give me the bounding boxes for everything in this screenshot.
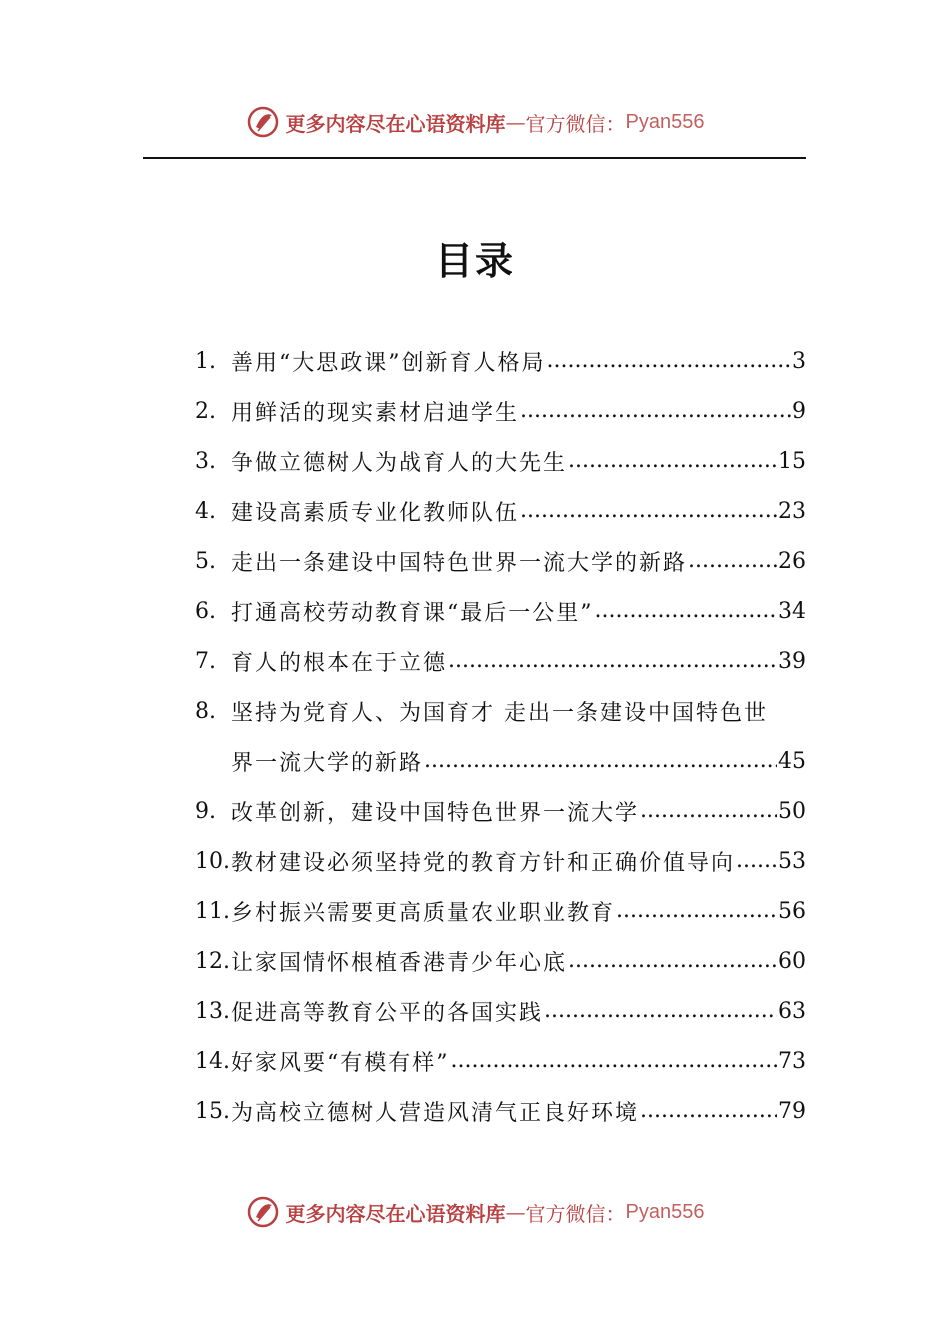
toc-entry-number: 1.	[195, 348, 216, 374]
toc-leader-dots	[520, 397, 791, 425]
toc-entry-page: 39	[778, 648, 806, 674]
toc-entry-page: 63	[778, 998, 806, 1024]
brand-logo-icon	[246, 1195, 280, 1229]
toc-entry[interactable]	[195, 1036, 806, 1086]
header-banner	[0, 102, 950, 142]
toc-entry-title: 教材建设必须坚持党的教育方针和正确价值导向	[231, 850, 736, 876]
toc-entry-page: 34	[778, 598, 806, 624]
toc-leader-dots	[451, 1047, 778, 1075]
toc-entry-number: 13.	[195, 998, 230, 1024]
toc-entry-number: 4.	[195, 498, 216, 524]
toc-leader-dots	[448, 647, 777, 675]
toc-entry-title: 建设高素质专业化教师队伍	[231, 500, 520, 526]
toc-entry-page: 26	[778, 548, 806, 574]
toc-leader-dots	[424, 747, 777, 775]
banner-wechat-label: 官方微信：	[525, 1201, 626, 1226]
banner-dash: —	[505, 110, 526, 134]
toc-leader-dots	[688, 547, 777, 575]
toc-entry-number: 14.	[195, 1048, 230, 1074]
toc-entry-page: 3	[792, 348, 806, 374]
toc-entry[interactable]	[195, 336, 806, 386]
toc-entry-number: 15.	[195, 1098, 230, 1124]
toc-entry-page: 73	[778, 1048, 806, 1074]
toc-entry[interactable]	[195, 536, 806, 586]
toc-entry-number: 9.	[195, 798, 216, 824]
toc-entry[interactable]	[195, 686, 806, 736]
toc-entry-title: 争做立德树人为战育人的大先生	[231, 450, 568, 476]
toc-entry-title: 走出一条建设中国特色世界一流大学的新路	[231, 550, 688, 576]
toc-entry[interactable]	[195, 836, 806, 886]
toc-entry[interactable]	[195, 436, 806, 486]
toc-entry-title: 为高校立德树人营造风清气正良好环境	[231, 1100, 640, 1126]
toc-entry-number: 10.	[195, 848, 230, 874]
toc-leader-dots	[736, 847, 777, 875]
toc-entry-title: 打通高校劳动教育课“最后一公里”	[231, 600, 594, 626]
toc-leader-dots	[595, 597, 778, 625]
toc-leader-dots	[616, 897, 777, 925]
banner-wechat-id: Pyan556	[625, 110, 705, 133]
toc-entry-title: 善用“大思政课”创新育人格局	[231, 350, 546, 376]
toc-entry-title-continued: 界一流大学的新路	[231, 750, 424, 776]
toc-entry-page: 50	[778, 798, 806, 824]
toc-entry-page: 23	[778, 498, 806, 524]
toc-entry-title: 用鲜活的现实素材启迪学生	[231, 400, 520, 426]
toc-entry[interactable]	[195, 936, 806, 986]
toc-entry[interactable]	[195, 1086, 806, 1136]
toc-leader-dots	[568, 447, 777, 475]
toc-entry-title: 育人的根本在于立德	[231, 650, 448, 676]
toc-entry-title: 让家国情怀根植香港青少年心底	[231, 950, 568, 976]
banner-wechat-id: Pyan556	[625, 1200, 705, 1223]
toc-entry-number: 5.	[195, 548, 216, 574]
toc-entry-title: 改革创新，建设中国特色世界一流大学	[231, 800, 640, 826]
toc-entry-number: 6.	[195, 598, 216, 624]
toc-entry-page: 79	[778, 1098, 806, 1124]
toc-entry-number: 3.	[195, 448, 216, 474]
toc-entry-title: 促进高等教育公平的各国实践	[231, 1000, 544, 1026]
toc-entry-page: 53	[778, 848, 806, 874]
toc-entry-title: 好家风要“有模有样”	[231, 1050, 450, 1076]
toc-entry-number: 7.	[195, 648, 216, 674]
banner-wechat-label: 官方微信：	[525, 111, 626, 136]
toc-entry[interactable]	[195, 636, 806, 686]
toc-entry-page: 60	[778, 948, 806, 974]
banner-brand-text: 更多内容尽在心语资料库	[285, 1201, 506, 1226]
toc-entry-page: 45	[778, 748, 806, 774]
toc-entry[interactable]	[195, 986, 806, 1036]
toc-entry-number: 12.	[195, 948, 230, 974]
page-title: 目录	[434, 238, 515, 283]
toc-entry-number: 11.	[195, 898, 230, 924]
toc-entry-title: 乡村振兴需要更高质量农业职业教育	[231, 900, 616, 926]
toc-entry[interactable]	[195, 486, 806, 536]
toc-entry[interactable]	[195, 886, 806, 936]
table-of-contents	[195, 336, 806, 1136]
toc-entry[interactable]	[195, 786, 806, 836]
banner-dash: —	[505, 1200, 526, 1224]
toc-leader-dots	[640, 1097, 777, 1125]
toc-leader-dots	[544, 997, 777, 1025]
toc-leader-dots	[547, 347, 792, 375]
brand-logo-icon	[246, 105, 280, 139]
toc-leader-dots	[520, 497, 777, 525]
toc-entry-page: 15	[778, 448, 806, 474]
toc-leader-dots	[640, 797, 777, 825]
toc-entry[interactable]	[195, 386, 806, 436]
toc-entry-number: 2.	[195, 398, 216, 424]
header-rule	[143, 157, 806, 159]
toc-entry[interactable]	[195, 586, 806, 636]
footer-banner	[0, 1192, 950, 1232]
banner-brand-text: 更多内容尽在心语资料库	[285, 111, 506, 136]
toc-entry-number: 8.	[195, 698, 216, 724]
toc-entry-title: 坚持为党育人、为国育才 走出一条建设中国特色世	[231, 700, 768, 726]
toc-entry-page: 9	[792, 398, 806, 424]
toc-entry-continuation[interactable]	[195, 736, 806, 786]
toc-leader-dots	[568, 947, 777, 975]
toc-entry-page: 56	[778, 898, 806, 924]
